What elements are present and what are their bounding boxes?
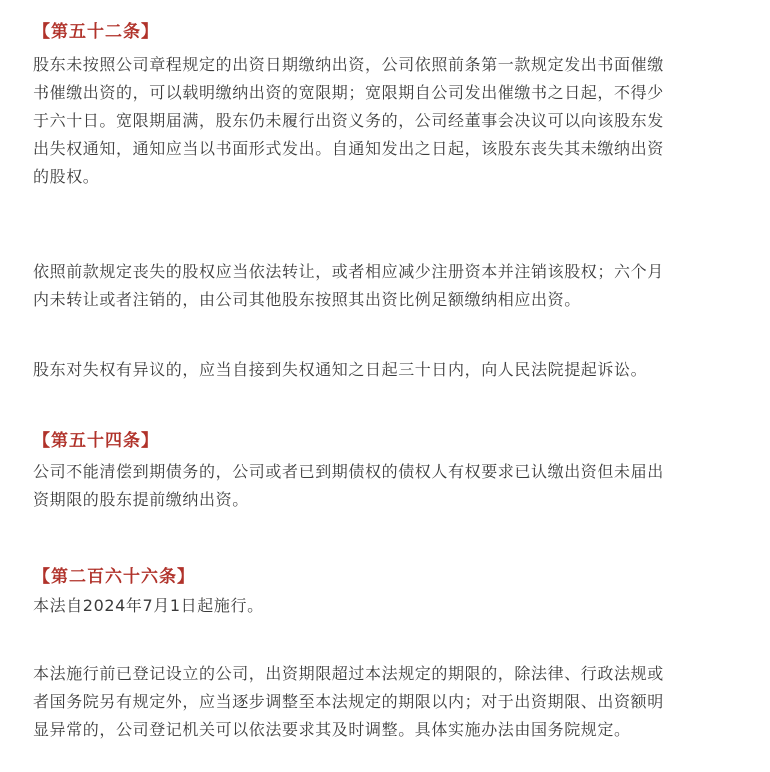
text-line: 本法施行前已登记设立的公司，出资期限超过本法规定的期限的，除法律、行政法规或 [33, 664, 664, 683]
text-line: 内未转让或者注销的，由公司其他股东按照其出资比例足额缴纳相应出资。 [33, 290, 581, 309]
paragraph [33, 356, 745, 384]
text-line: 资期限的股东提前缴纳出资。 [33, 490, 249, 509]
paragraph [33, 258, 745, 314]
article-heading: 【第二百六十六条】 [33, 567, 195, 587]
article-heading: 【第五十四条】 [33, 431, 159, 451]
text-line: 显异常的，公司登记机关可以依法要求其及时调整。具体实施办法由国务院规定。 [33, 720, 631, 739]
paragraph [33, 660, 745, 744]
text-line: 者国务院另有规定外，应当逐步调整至本法规定的期限以内；对于出资期限、出资额明 [33, 692, 664, 711]
text-line: 股东未按照公司章程规定的出资日期缴纳出资，公司依照前条第一款规定发出书面催缴 [33, 55, 664, 74]
paragraph [33, 51, 745, 191]
text-line: 书催缴出资的，可以载明缴纳出资的宽限期；宽限期自公司发出催缴书之日起，不得少 [33, 83, 664, 102]
paragraph [33, 592, 745, 620]
text-line: 本法自2024年7月1日起施行。 [33, 596, 264, 615]
text-line: 依照前款规定丧失的股权应当依法转让，或者相应减少注册资本并注销该股权；六个月 [33, 262, 664, 281]
text-line: 公司不能清偿到期债务的，公司或者已到期债权的债权人有权要求已认缴出资但未届出 [33, 462, 664, 481]
text-line: 股东对失权有异议的，应当自接到失权通知之日起三十日内，向人民法院提起诉讼。 [33, 360, 648, 379]
article-heading: 【第五十二条】 [33, 22, 159, 42]
text-line: 出失权通知，通知应当以书面形式发出。自通知发出之日起，该股东丧失其未缴纳出资 [33, 139, 664, 158]
text-line: 于六十日。宽限期届满，股东仍未履行出资义务的，公司经董事会决议可以向该股东发 [33, 111, 664, 130]
text-line: 的股权。 [33, 167, 100, 186]
paragraph [33, 458, 745, 514]
